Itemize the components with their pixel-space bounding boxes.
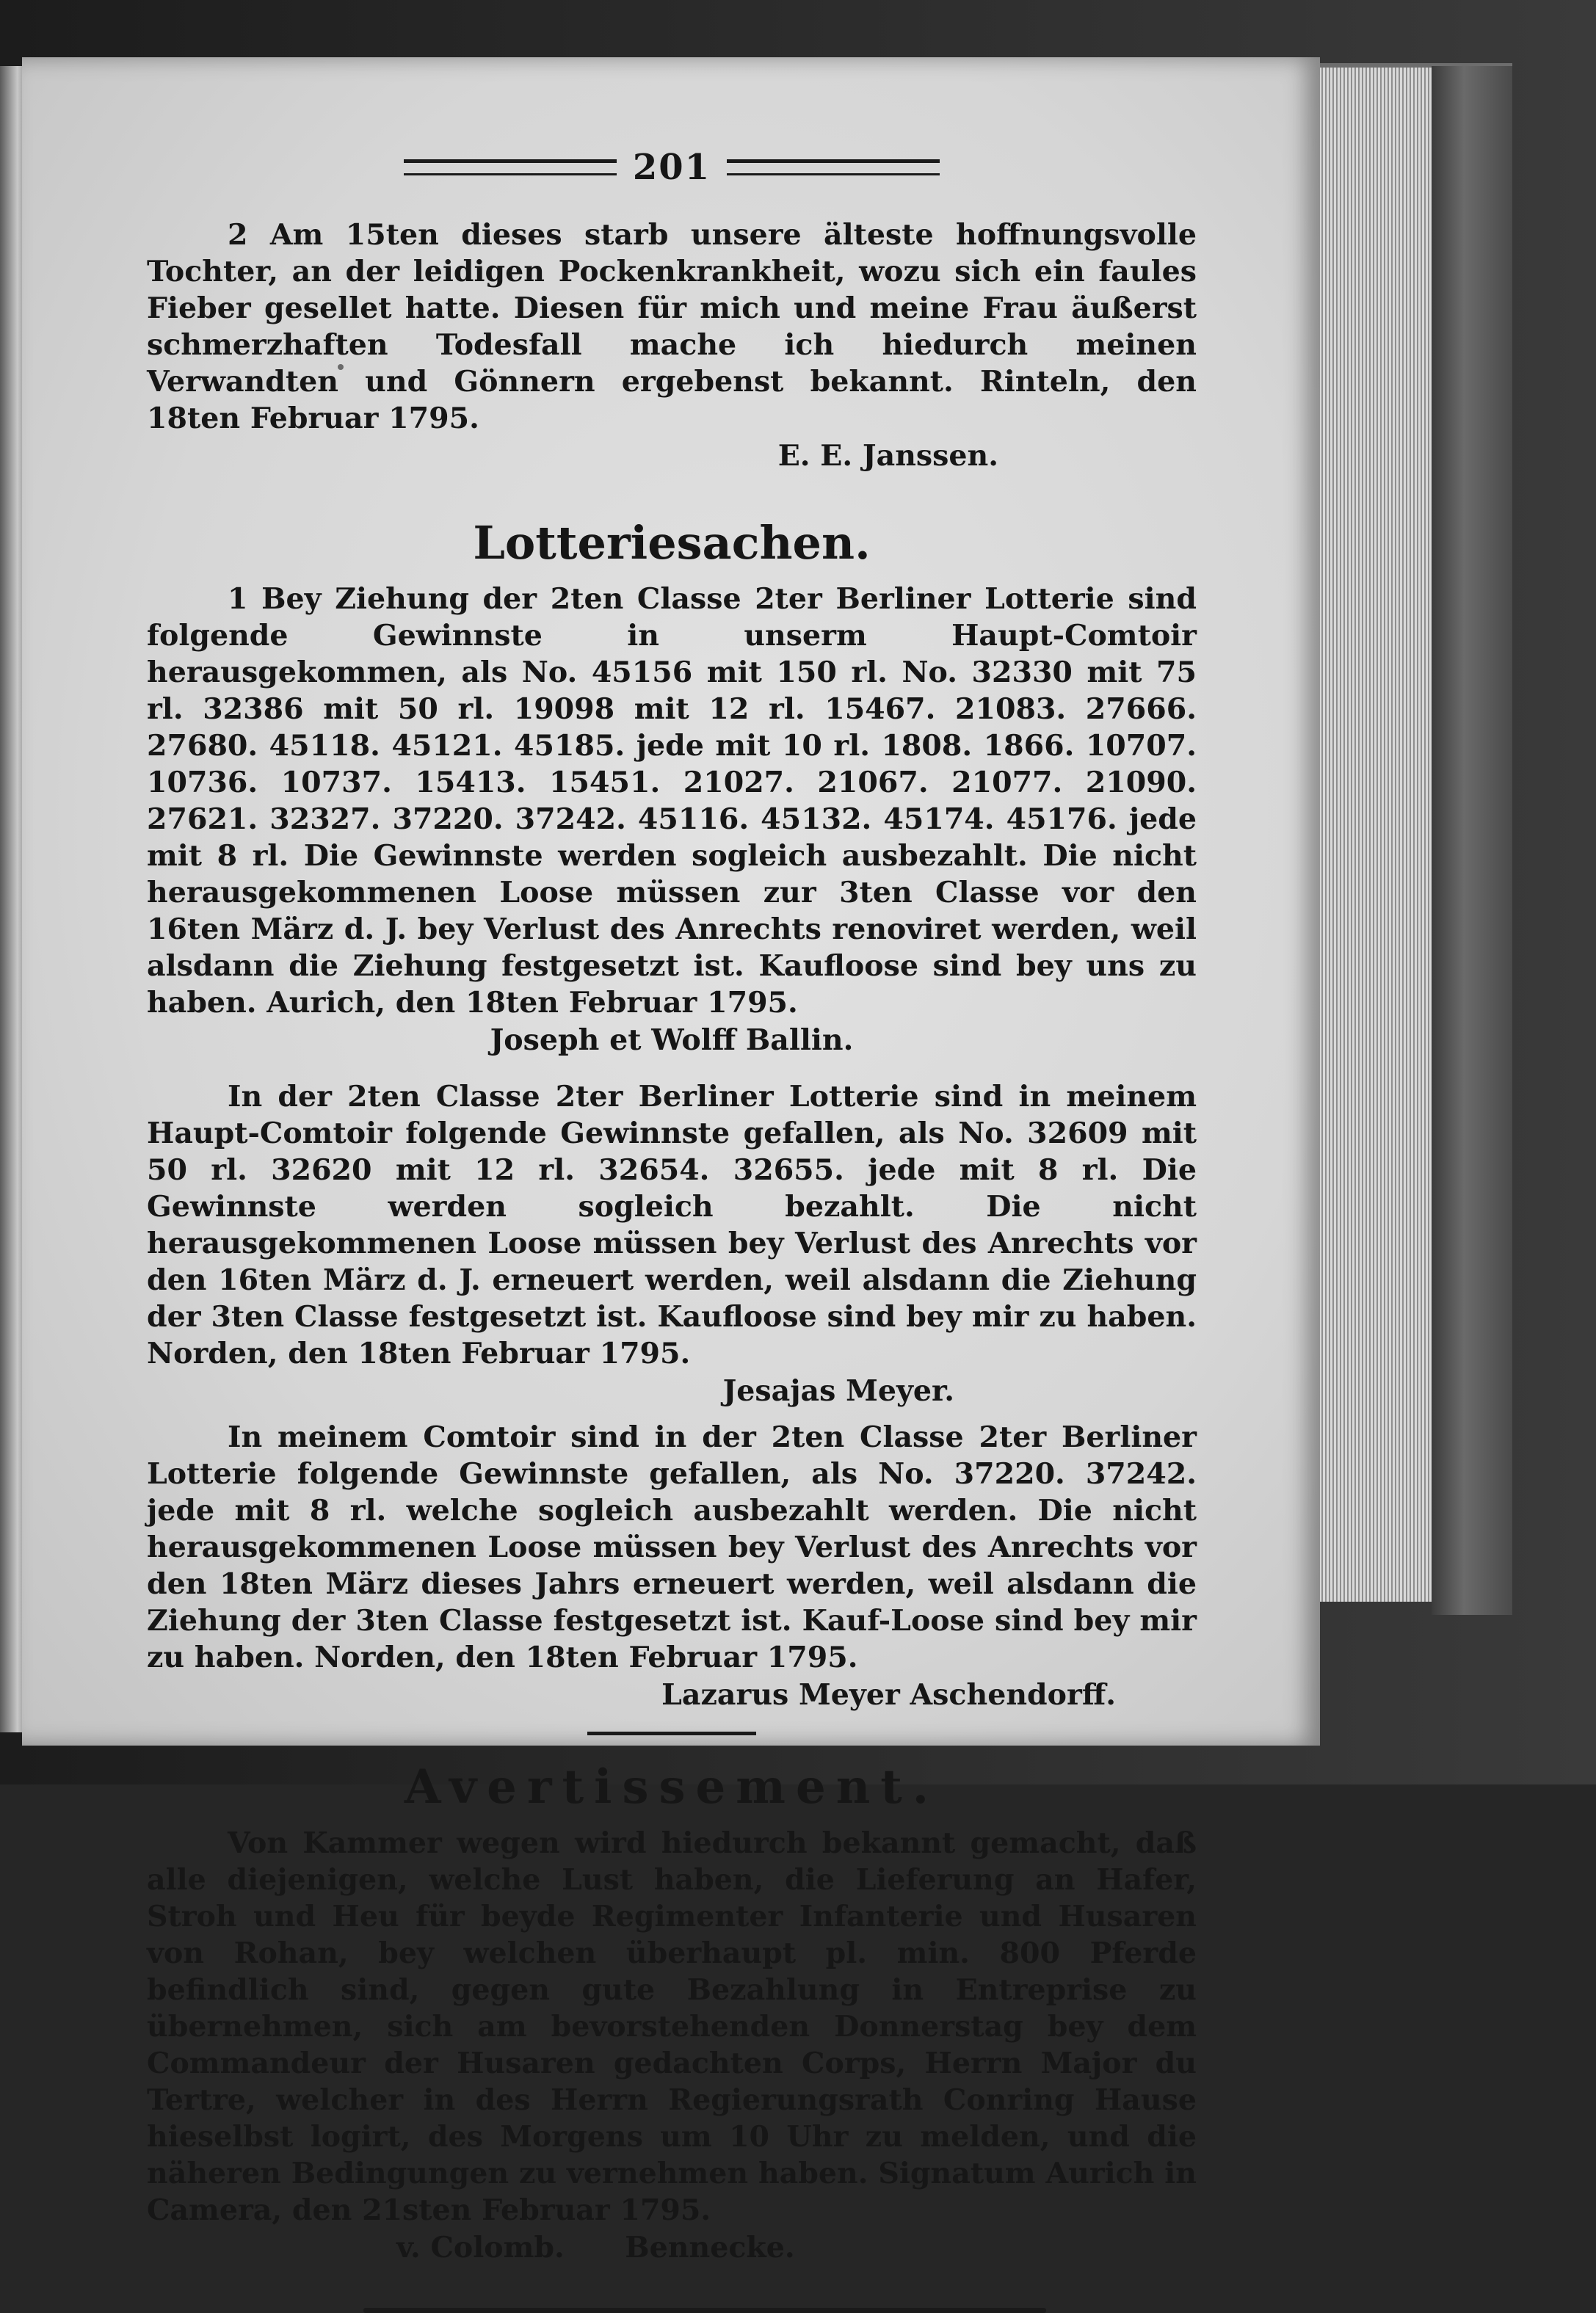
left-page-edge xyxy=(0,66,25,1732)
lottery-signature-1: Joseph et Wolff Ballin. xyxy=(490,1023,854,1057)
death-notice-paragraph: 2 Am 15ten dieses starb unsere älteste hoffnungsvolle Tochter, an der leidigen Pockenkrankheit, wozu sich ein faules Fieber gesellet hatte. Diesen für mich und meine Frau äußerst schmerzhaften Todesfall mache ich hiedurch meinen Verwandten und Gönnern ergebenst bekannt. Rinteln, den 18ten Februar 1795. xyxy=(147,218,1197,435)
lottery-signature-3: Lazarus Meyer Aschendorff. xyxy=(661,1678,1116,1712)
lottery-paragraph-1: 1 Bey Ziehung der 2ten Classe 2ter Berliner Lotterie sind folgende Gewinnste in unserm Haupt-Comtoir herausgekommen, als No. 45156 mit 150 rl. No. 32330 mit 75 rl. 32386 mit 50 rl. 19098 mit 12 rl. 15467. 21083. 27666. 27680. 45118. 45121. 45185. jede mit 10 rl. 1808. 1866. 10707. 10736. 10737. 15413. 15451. 21027. 21067. 21077. 21090. 27621. 32327. 37220. 37242. 45116. 45132. 45174. 45176. jede mit 8 rl. Die Gewinnste werden sogleich ausbezahlt. Die nicht herausgekommenen Loose müssen zur 3ten Classe vor den 16ten März d. J. bey Verlust des Anrechts renoviret werden, weil alsdann die Ziehung festgesetzt ist. Kaufloose sind bey uns zu haben. Aurich, den 18ten Februar 1795. xyxy=(147,582,1197,1020)
lottery-section-title: Lotteriesachen. xyxy=(473,516,871,570)
advertisement-paragraph: Von Kammer wegen wird hiedurch bekannt gemacht, daß alle diejenigen, welche Lust haben, die Lieferung an Hafer, Stroh und Heu für beyde Regimenter Infanterie und Husaren von Rohan, bey welchen überhaupt pl. min. 800 Pferde befindlich sind, gegen gute Bezahlung in Entreprise zu übernehmen, sich am bevorstehenden Donnerstag bey dem Commandeur der Husaren gedachten Corps, Herrn Major du Tertre, welcher in des Herrn Regierungsrath Conring Hause hieselbst logirt, des Morgens um 10 Uhr zu melden, und die näheren Bedingungen zu vernehmen haben. Signatum Aurich in Camera, den 21sten Februar 1795. xyxy=(147,1826,1197,2227)
header-rule-right xyxy=(727,159,940,175)
page-number: 201 xyxy=(632,147,711,188)
advertisement-signature: v. Colomb. Bennecke. xyxy=(396,2231,795,2265)
book-page xyxy=(22,57,1320,2265)
book-cover-right xyxy=(1432,66,1512,1615)
page-stack-edges xyxy=(1316,68,1435,1602)
page-header xyxy=(147,134,1197,200)
lottery-paragraph-2: In der 2ten Classe 2ter Berliner Lotterie sind in meinem Haupt-Comtoir folgende Gewinnste gefallen, als No. 32609 mit 50 rl. 32620 mit 12 rl. 32654. 32655. jede mit 8 rl. Die Gewinnste werden sogleich bezahlt. Die nicht herausgekommenen Loose müssen bey Verlust des Anrechts vor den 16ten März d. J. erneuert werden, weil alsdann die Ziehung der 3ten Classe festgesetzt ist. Kaufloose sind bey mir zu haben. Norden, den 18ten Februar 1795. xyxy=(147,1080,1197,1370)
advertisement-title: Avertissement. xyxy=(404,1760,940,1815)
section-divider xyxy=(587,1732,756,1735)
closing-rule xyxy=(363,2308,1046,2313)
lottery-signature-2: Jesajas Meyer. xyxy=(722,1374,954,1408)
page-content xyxy=(147,134,1197,2313)
lottery-paragraph-3: In meinem Comtoir sind in der 2ten Classe 2ter Berliner Lotterie folgende Gewinnste gefallen, als No. 37220. 37242. jede mit 8 rl. welche sogleich ausbezahlt werden. Die nicht herausgekommenen Loose müssen bey Verlust des Anrechts vor den 18ten März dieses Jahrs erneuert werden, weil alsdann die Ziehung der 3ten Classe festgesetzt ist. Kauf-Loose sind bey mir zu haben. Norden, den 18ten Februar 1795. xyxy=(147,1420,1197,1674)
header-rule-left xyxy=(404,159,617,175)
death-notice-signature: E. E. Janssen. xyxy=(777,439,998,473)
